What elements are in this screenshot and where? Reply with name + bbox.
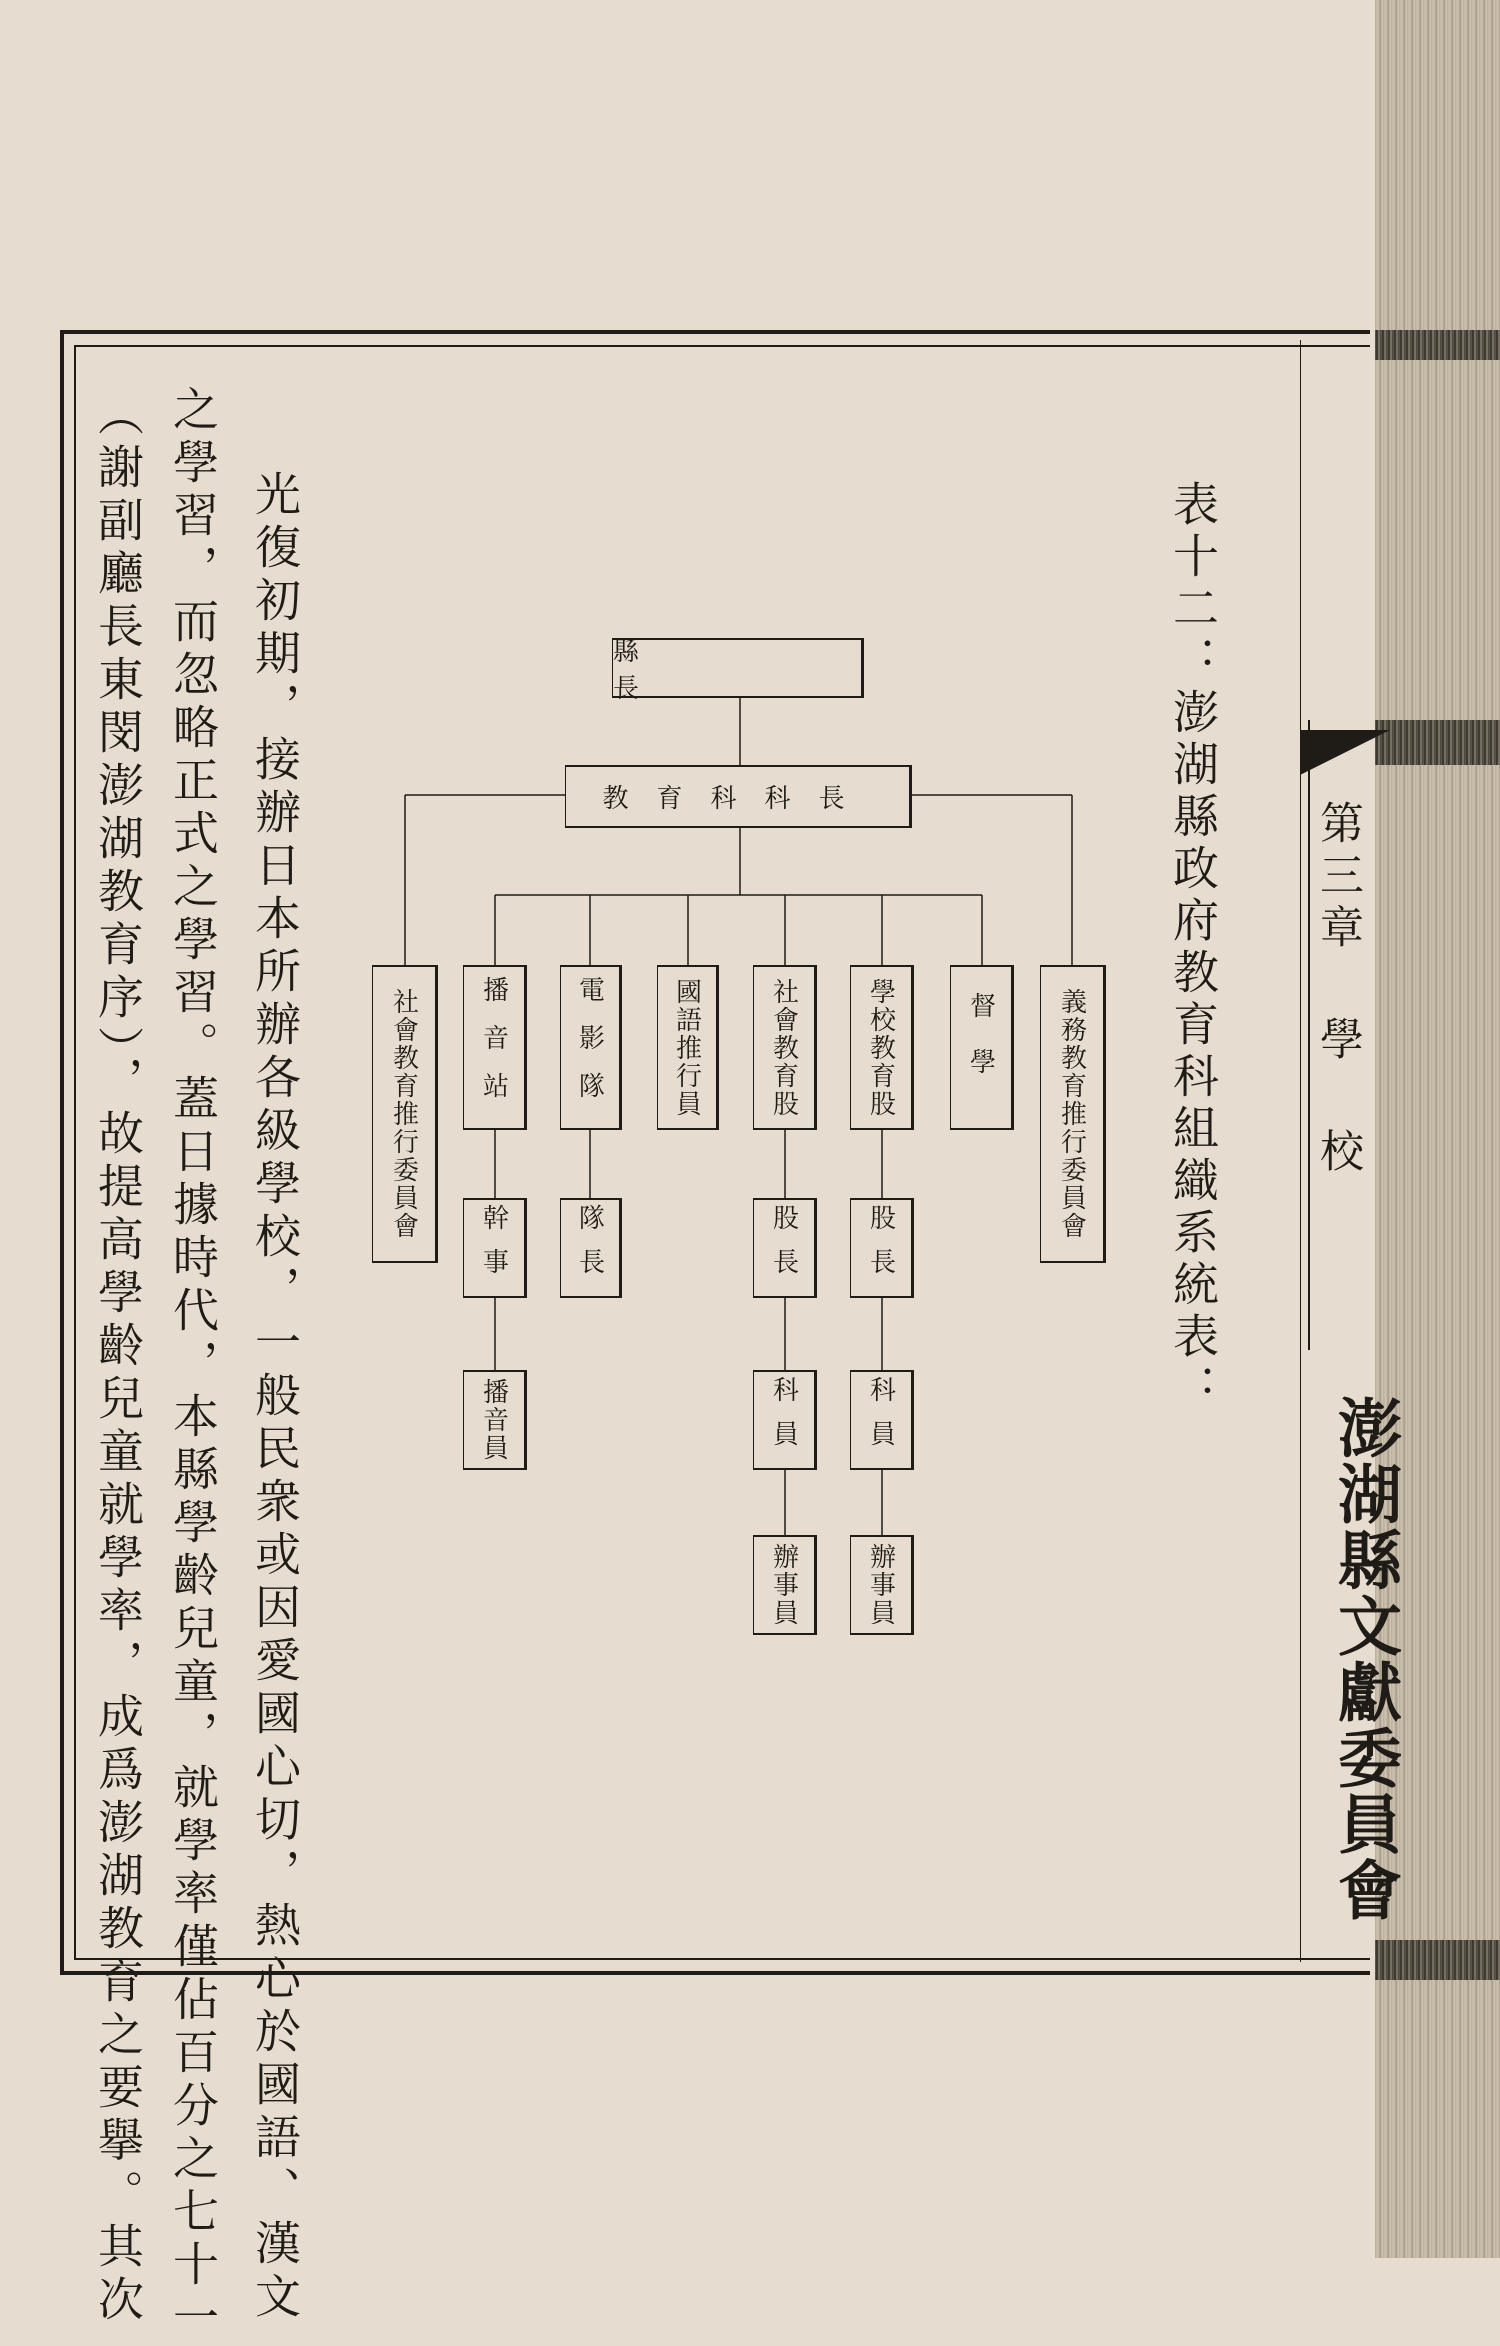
county-head-box: 縣 長 — [612, 638, 864, 698]
supervisor-box: 督學 — [950, 965, 1014, 1130]
section-chief-box: 股長 — [753, 1198, 817, 1298]
publisher-name: 澎湖縣文獻委員會 — [1327, 1395, 1402, 1923]
compulsory-ed-committee-box: 義務教育推行委員會 — [1040, 965, 1106, 1263]
body-text-column: （謝副廳長東閔澎湖教育序），故提高學齡兒童就學率，成爲澎湖教育之要擧。其次 — [91, 390, 145, 2328]
section-chief-box: 股長 — [850, 1198, 914, 1298]
mandarin-promoter-box: 國語推行員 — [657, 965, 719, 1130]
clerk-box: 科員 — [850, 1370, 914, 1470]
team-leader-box: 隊長 — [560, 1198, 622, 1298]
office-staff-box: 辦事員 — [753, 1535, 817, 1635]
staff-box: 幹事 — [463, 1198, 527, 1298]
social-ed-committee-box: 社會教育推行委員會 — [372, 965, 438, 1263]
office-staff-box: 辦事員 — [850, 1535, 914, 1635]
body-text-column: 光復初期，接辦日本所辦各級學校，一般民衆或因愛國心切，熱心於國語、漢文 — [248, 470, 302, 2325]
section-label: 校 — [1312, 1128, 1363, 1180]
body-text-column: 之學習，而忽略正式之學習。蓋日據時代，本縣學齡兒童，就學率僅佔百分之七十一 — [166, 385, 220, 2346]
school-ed-section-box: 學校教育股 — [850, 965, 914, 1130]
chapter-label: 第三章 — [1312, 800, 1363, 956]
announcer-box: 播音員 — [463, 1370, 527, 1470]
section-label: 學 — [1312, 1016, 1363, 1068]
broadcast-station-box: 播音站 — [463, 965, 527, 1130]
social-ed-section-box: 社會教育股 — [753, 965, 817, 1130]
film-team-box: 電影隊 — [560, 965, 622, 1130]
clerk-box: 科員 — [753, 1370, 817, 1470]
table-title: 表十二：澎湖縣政府教育科組織系統表： — [1166, 480, 1220, 1416]
edu-head-box: 教育科科長 — [565, 765, 912, 828]
